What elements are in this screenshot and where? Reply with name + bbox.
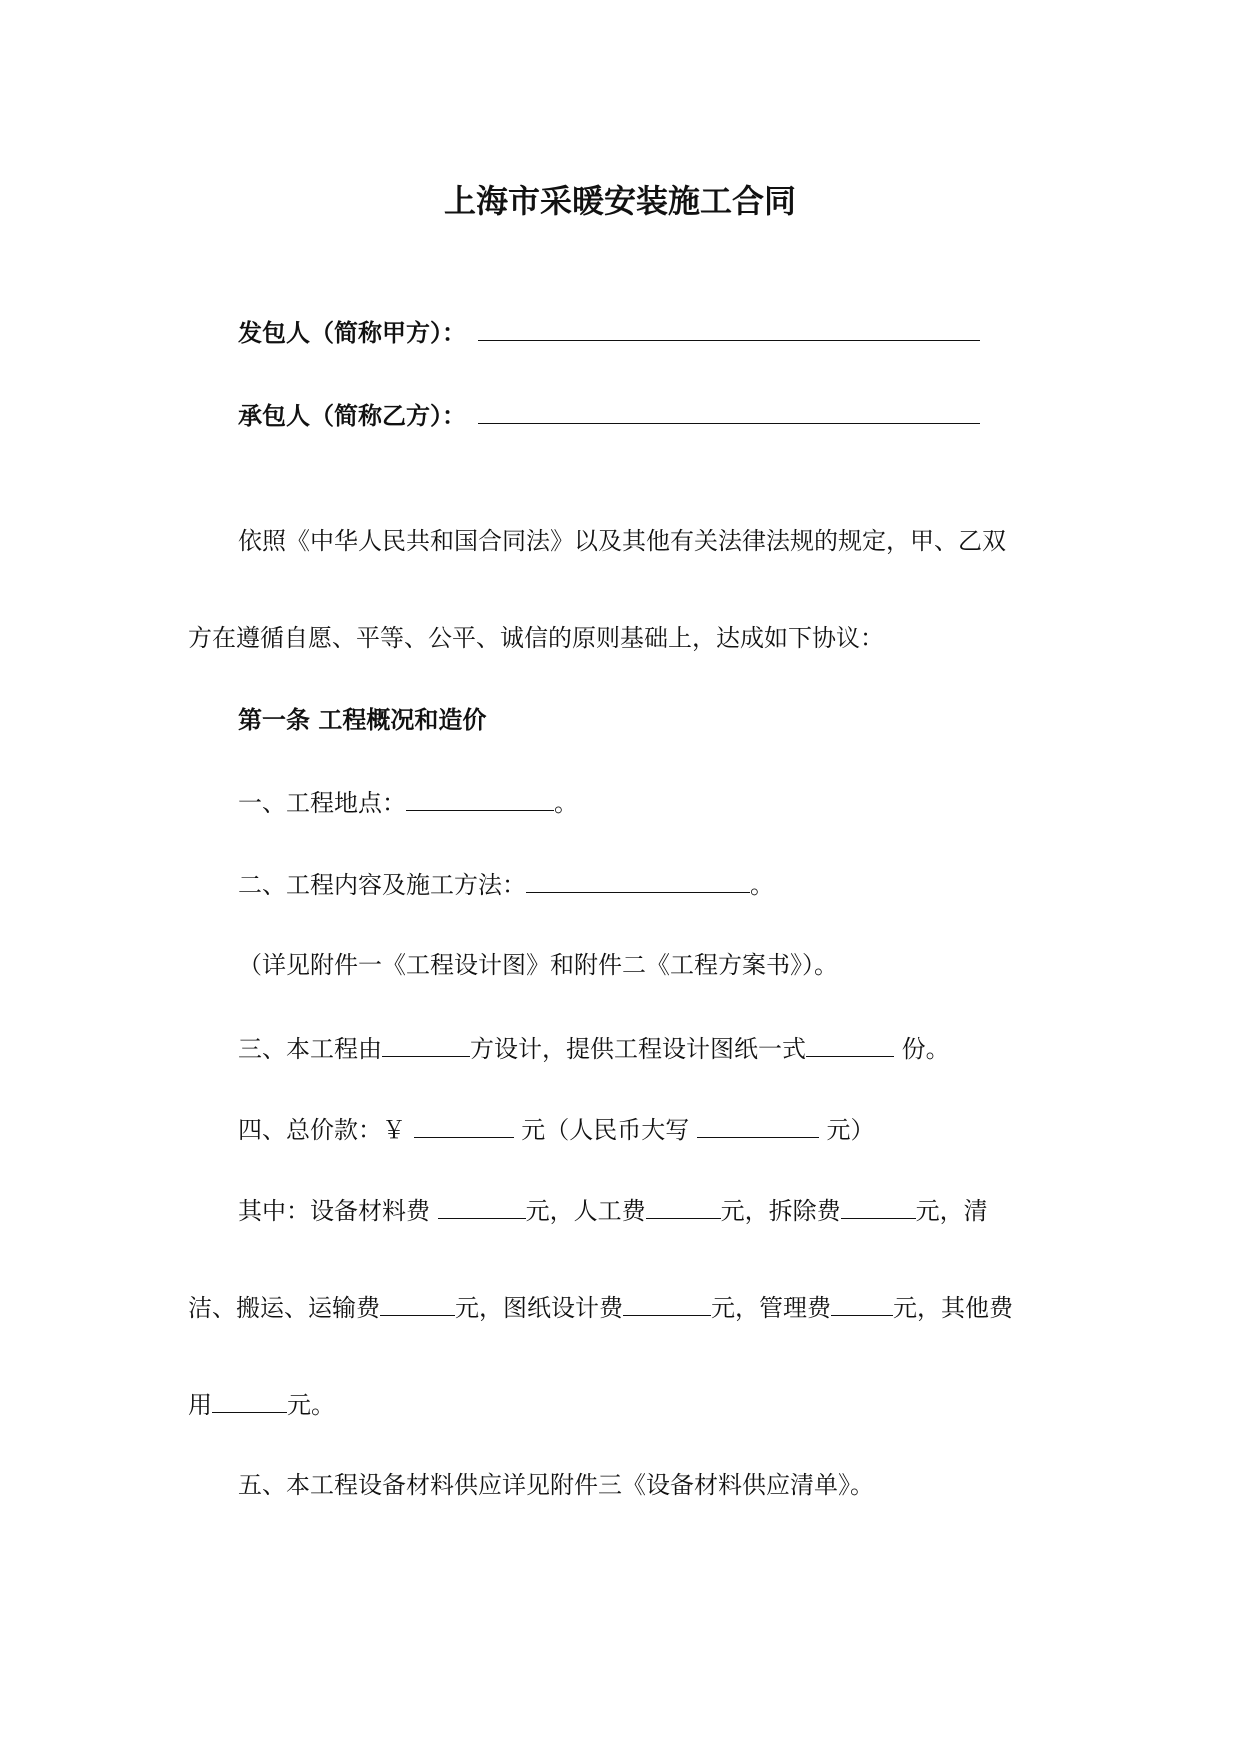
item-5-line: 五、本工程设备材料供应详见附件三《设备材料供应清单》。 <box>238 1471 874 1499</box>
cost-3-text-b: 元。 <box>287 1391 335 1419</box>
cleaning-cost-blank <box>380 1289 455 1316</box>
item-3-text-c: 份。 <box>894 1035 950 1063</box>
preamble-line-2: 方在遵循自愿、平等、公平、诚信的原则基础上，达成如下协议： <box>188 624 884 652</box>
cost-line-3 <box>188 1386 335 1422</box>
labor-cost-blank <box>646 1192 721 1219</box>
equipment-cost-blank <box>438 1192 526 1219</box>
cost-2-text-a: 洁、搬运、运输费 <box>188 1294 380 1322</box>
article-1-heading: 第一条 工程概况和造价 <box>238 706 487 734</box>
item-4-text-b: 元（人民币大写 <box>513 1116 697 1144</box>
cost-line-1 <box>238 1192 988 1228</box>
cost-1-text-d: 元，清 <box>915 1197 988 1225</box>
item-3-text-b: 方设计，提供工程设计图纸一式 <box>470 1035 806 1063</box>
party-b-label: 承包人（简称乙方）： <box>238 402 466 430</box>
cost-1-text-b: 元，人工费 <box>525 1197 646 1225</box>
party-a-blank <box>478 314 980 341</box>
item-1-label: 一、工程地点： <box>238 789 406 817</box>
cost-2-text-b: 元，图纸设计费 <box>455 1294 623 1322</box>
cost-1-text-c: 元，拆除费 <box>720 1197 841 1225</box>
item-1-line <box>238 784 578 820</box>
designer-blank <box>382 1030 470 1057</box>
item-2-label: 二、工程内容及施工方法： <box>238 871 526 899</box>
item-1-end: 。 <box>554 789 578 817</box>
copies-blank <box>806 1030 894 1057</box>
item-2-end: 。 <box>750 871 774 899</box>
total-amount-words-blank <box>697 1111 819 1138</box>
cost-2-text-d: 元，其他费 <box>893 1294 1013 1322</box>
demolition-cost-blank <box>841 1192 916 1219</box>
party-b-line <box>238 397 980 433</box>
item-2-note: （详见附件一《工程设计图》和附件二《工程方案书》）。 <box>238 951 838 979</box>
item-3-line <box>238 1030 950 1066</box>
design-cost-blank <box>623 1289 711 1316</box>
document-title: 上海市采暖安装施工合同 <box>443 182 796 220</box>
method-blank <box>526 866 750 893</box>
total-amount-blank <box>414 1111 514 1138</box>
party-a-line <box>238 314 980 350</box>
party-b-blank <box>478 397 980 424</box>
cost-line-2 <box>188 1289 1013 1325</box>
item-2-line <box>238 866 774 902</box>
preamble-line-1: 依照《中华人民共和国合同法》以及其他有关法律法规的规定，甲、乙双 <box>238 527 1006 555</box>
item-4-text-c: 元） <box>818 1116 875 1144</box>
cost-1-text-a: 其中：设备材料费 <box>238 1197 438 1225</box>
party-a-label: 发包人（简称甲方）： <box>238 319 466 347</box>
management-cost-blank <box>831 1289 893 1316</box>
item-3-text-a: 三、本工程由 <box>238 1035 382 1063</box>
other-cost-blank <box>212 1386 287 1413</box>
location-blank <box>406 784 554 811</box>
item-4-line <box>238 1111 875 1147</box>
item-4-text-a: 四、总价款：￥ <box>238 1116 414 1144</box>
cost-2-text-c: 元，管理费 <box>711 1294 831 1322</box>
cost-3-text-a: 用 <box>188 1391 212 1419</box>
